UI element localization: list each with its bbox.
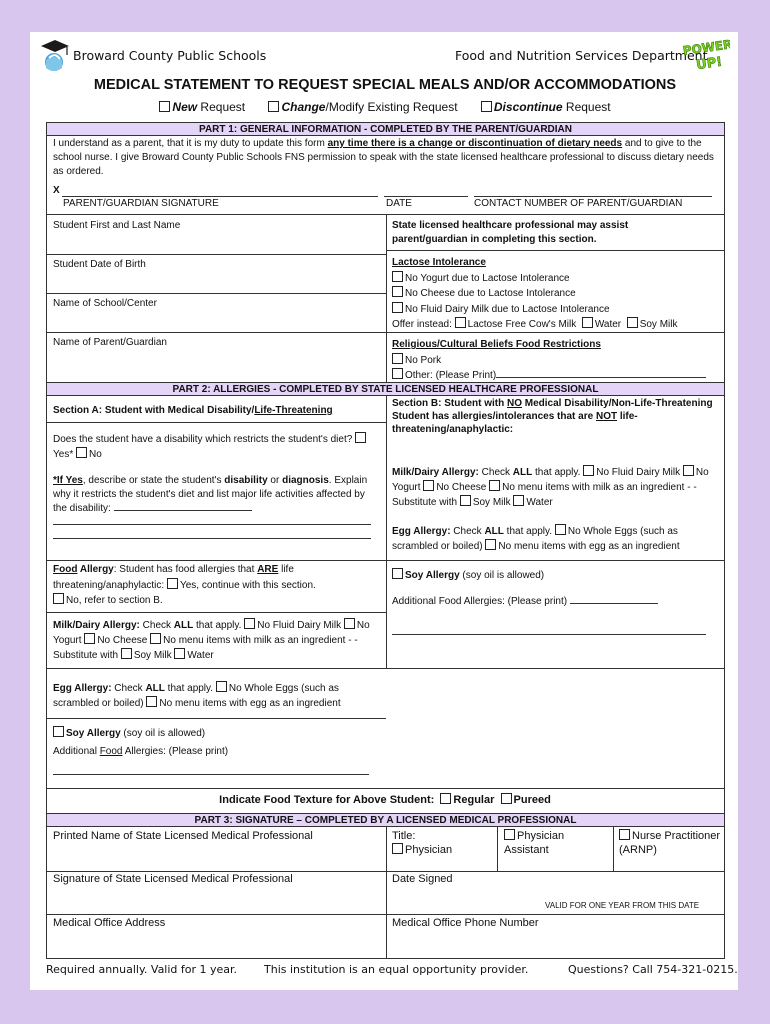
request-type-row xyxy=(0,100,770,115)
b-no-yogurt-checkbox[interactable]: No Yogurt xyxy=(392,467,709,493)
a-no-milk-items-checkbox[interactable]: No menu items with milk as an ingredient - - Substitute with xyxy=(53,635,358,661)
lactose-section: Lactose Intolerance No Yogurt due to Lactose Intolerance No Cheese due to Lactose Intolerance No Fluid Dairy Milk due to Lactose Intolerance Offer instead: Lactose Free Cow's Milk Water Soy Milk xyxy=(392,256,722,333)
a-no-whole-eggs-checkbox[interactable]: No Whole Eggs (such as scrambled or boiled) xyxy=(53,683,339,709)
parent-name-field[interactable]: Name of Parent/Guardian xyxy=(53,337,167,348)
power-up-logo xyxy=(680,38,730,72)
b-additional-allergies: Additional Food Allergies: (Please print) xyxy=(392,595,658,609)
a-additional-allergies-line[interactable] xyxy=(53,774,369,775)
b-no-whole-eggs-checkbox[interactable]: No Whole Eggs (such as scrambled or boiled) xyxy=(392,526,678,552)
printed-name-field[interactable]: Printed Name of State Licensed Medical Professional xyxy=(53,830,313,842)
b-soy-milk-checkbox[interactable]: Soy Milk xyxy=(460,497,511,508)
a-no-egg-items-checkbox[interactable]: No menu items with egg as an ingredient xyxy=(146,698,340,709)
date-field[interactable]: DATE xyxy=(386,198,412,209)
part1-intro: I understand as a parent, that it is my duty to update this form any time there is a change or discontinuation of dietary needs and to give to the school nurse. I give Broward County Public Schools FNS permission to speak with the state licensed healthcare professional to discuss dietary needs as ordered. xyxy=(53,138,714,177)
a-milk-allergy: Milk/Dairy Allergy: Check ALL that apply. No Fluid Dairy Milk No Yogurt No Cheese No menu items with milk as an ingredient - - Substitute with Soy Milk Water xyxy=(53,620,370,661)
disability-no-checkbox[interactable]: No xyxy=(76,449,102,460)
district-name: Broward County Public Schools xyxy=(73,48,267,63)
student-dob-field[interactable]: Student Date of Birth xyxy=(53,259,146,270)
b-no-egg-items-checkbox[interactable]: No menu items with egg as an ingredient xyxy=(485,541,679,552)
b-no-milk-items-checkbox[interactable]: No menu items with milk as an ingredient - - Substitute with xyxy=(392,482,697,508)
professional-signature-field[interactable]: Signature of State Licensed Medical Professional xyxy=(53,873,293,885)
office-phone-field[interactable]: Medical Office Phone Number xyxy=(392,917,539,929)
section-b-title: Section B: Student with NO Medical Disability/Non-Life-Threatening Student has allergies/intolerances that are NOT life-threatening/anaphylactic: xyxy=(392,398,713,435)
title-pa-checkbox[interactable]: Physician Assistant xyxy=(504,830,565,856)
a-additional-allergies: Additional Food Allergies: (Please print) xyxy=(53,746,229,757)
disability-question: Does the student have a disability which restricts the student's diet? Yes* No xyxy=(53,432,378,462)
religious-section: Religious/Cultural Beliefs Food Restrictions No Pork Other: (Please Print) xyxy=(392,338,722,384)
footer-questions: Questions? Call 754-321-0215. xyxy=(568,963,738,976)
district-logo xyxy=(38,38,72,74)
no-yogurt-lactose-checkbox[interactable]: No Yogurt due to Lactose Intolerance xyxy=(392,271,722,287)
change-request-checkbox[interactable]: Change/Modify Existing Request xyxy=(268,100,457,114)
part2-header: PART 2: ALLERGIES - COMPLETED BY STATE LICENSED HEALTHCARE PROFESSIONAL xyxy=(46,382,725,396)
footer-equal-opportunity: This institution is an equal opportunity provider. xyxy=(264,963,529,976)
office-address-field[interactable]: Medical Office Address xyxy=(53,917,166,929)
food-allergy-yes-checkbox[interactable]: Yes, continue with this section. xyxy=(167,580,316,591)
title-physician-checkbox[interactable]: Physician xyxy=(392,843,452,857)
a-water-checkbox[interactable]: Water xyxy=(174,650,213,661)
title-field: Title: Physician xyxy=(392,830,453,856)
lactose-free-milk-checkbox[interactable]: Lactose Free Cow's Milk xyxy=(455,319,577,330)
no-pork-checkbox[interactable]: No Pork xyxy=(392,353,722,369)
department-name: Food and Nutrition Services Department xyxy=(455,48,708,63)
a-soy-allergy-checkbox[interactable]: Soy Allergy (soy oil is allowed) xyxy=(53,726,205,741)
title-arnp-checkbox[interactable]: Nurse Practitioner (ARNP) xyxy=(619,830,721,856)
a-egg-allergy: Egg Allergy: Check ALL that apply. No Whole Eggs (such as scrambled or boiled) No menu items with egg as an ingredient xyxy=(53,683,341,709)
texture-regular-checkbox[interactable]: Regular xyxy=(440,794,494,806)
form-title: MEDICAL STATEMENT TO REQUEST SPECIAL MEALS AND/OR ACCOMMODATIONS xyxy=(93,77,677,93)
svg-text:UP!: UP! xyxy=(695,54,724,72)
disability-line-2[interactable] xyxy=(53,538,371,539)
a-no-cheese-checkbox[interactable]: No Cheese xyxy=(84,635,147,646)
contact-number-field[interactable]: CONTACT NUMBER OF PARENT/GUARDIAN xyxy=(474,198,683,209)
healthcare-assist-note: State licensed healthcare professional may assist parent/guardian in completing this section. xyxy=(392,220,629,245)
no-milk-lactose-checkbox[interactable]: No Fluid Dairy Milk due to Lactose Intolerance xyxy=(392,302,722,318)
parent-signature-field[interactable]: PARENT/GUARDIAN SIGNATURE xyxy=(63,198,219,209)
disability-describe: *If Yes, describe or state the student's disability or diagnosis. Explain why it restricts the student's diet and list major life activities affected by the disability: xyxy=(53,475,368,514)
part1-header: PART 1: GENERAL INFORMATION - COMPLETED BY THE PARENT/GUARDIAN xyxy=(46,122,725,136)
b-additional-allergies-line[interactable] xyxy=(392,634,706,635)
b-egg-allergy: Egg Allergy: Check ALL that apply. No Whole Eggs (such as scrambled or boiled) No menu items with egg as an ingredient xyxy=(392,526,680,552)
disability-line-1[interactable] xyxy=(53,524,371,525)
signature-x: X xyxy=(53,185,60,196)
new-request-checkbox[interactable]: New Request xyxy=(159,100,245,114)
svg-text:POWER: POWER xyxy=(681,38,730,59)
b-no-fluid-milk-checkbox[interactable]: No Fluid Dairy Milk xyxy=(583,467,680,478)
date-signed-field[interactable]: Date Signed xyxy=(392,873,453,885)
a-no-fluid-milk-checkbox[interactable]: No Fluid Dairy Milk xyxy=(244,620,341,631)
b-no-cheese-checkbox[interactable]: No Cheese xyxy=(423,482,486,493)
discontinue-request-checkbox[interactable]: Discontinue Request xyxy=(481,100,611,114)
a-soy-milk-checkbox[interactable]: Soy Milk xyxy=(121,650,172,661)
texture-pureed-checkbox[interactable]: Pureed xyxy=(501,794,551,806)
a-no-yogurt-checkbox[interactable]: No Yogurt xyxy=(53,620,370,646)
other-religious-checkbox[interactable]: Other: (Please Print) xyxy=(392,368,722,384)
student-name-field[interactable]: Student First and Last Name xyxy=(53,220,181,231)
food-allergy-no-checkbox[interactable]: No, refer to section B. xyxy=(53,595,163,606)
soy-milk-checkbox[interactable]: Soy Milk xyxy=(627,319,678,330)
water-checkbox[interactable]: Water xyxy=(582,319,621,330)
b-soy-allergy-checkbox[interactable]: Soy Allergy (soy oil is allowed) xyxy=(392,568,544,583)
b-milk-allergy: Milk/Dairy Allergy: Check ALL that apply. No Fluid Dairy Milk No Yogurt No Cheese No menu items with milk as an ingredient - - Substitute with Soy Milk Water xyxy=(392,467,709,508)
food-allergy-a: Food Allergy: Student has food allergies that ARE life threatening/anaphylactic: Yes, continue with this section. No, refer to section B. xyxy=(53,564,316,606)
section-a-title: Section A: Student with Medical Disability/Life-Threatening xyxy=(53,405,333,416)
school-name-field[interactable]: Name of School/Center xyxy=(53,298,157,309)
food-texture-row: Indicate Food Texture for Above Student: Regular Pureed xyxy=(219,794,551,806)
disability-yes-checkbox[interactable]: Yes* xyxy=(53,434,368,460)
footer-required: Required annually. Valid for 1 year. xyxy=(46,963,238,976)
b-water-checkbox[interactable]: Water xyxy=(513,497,552,508)
no-cheese-lactose-checkbox[interactable]: No Cheese due to Lactose Intolerance xyxy=(392,286,722,302)
part3-header: PART 3: SIGNATURE – COMPLETED BY A LICENSED MEDICAL PROFESSIONAL xyxy=(46,813,725,827)
valid-note: VALID FOR ONE YEAR FROM THIS DATE xyxy=(545,901,700,910)
